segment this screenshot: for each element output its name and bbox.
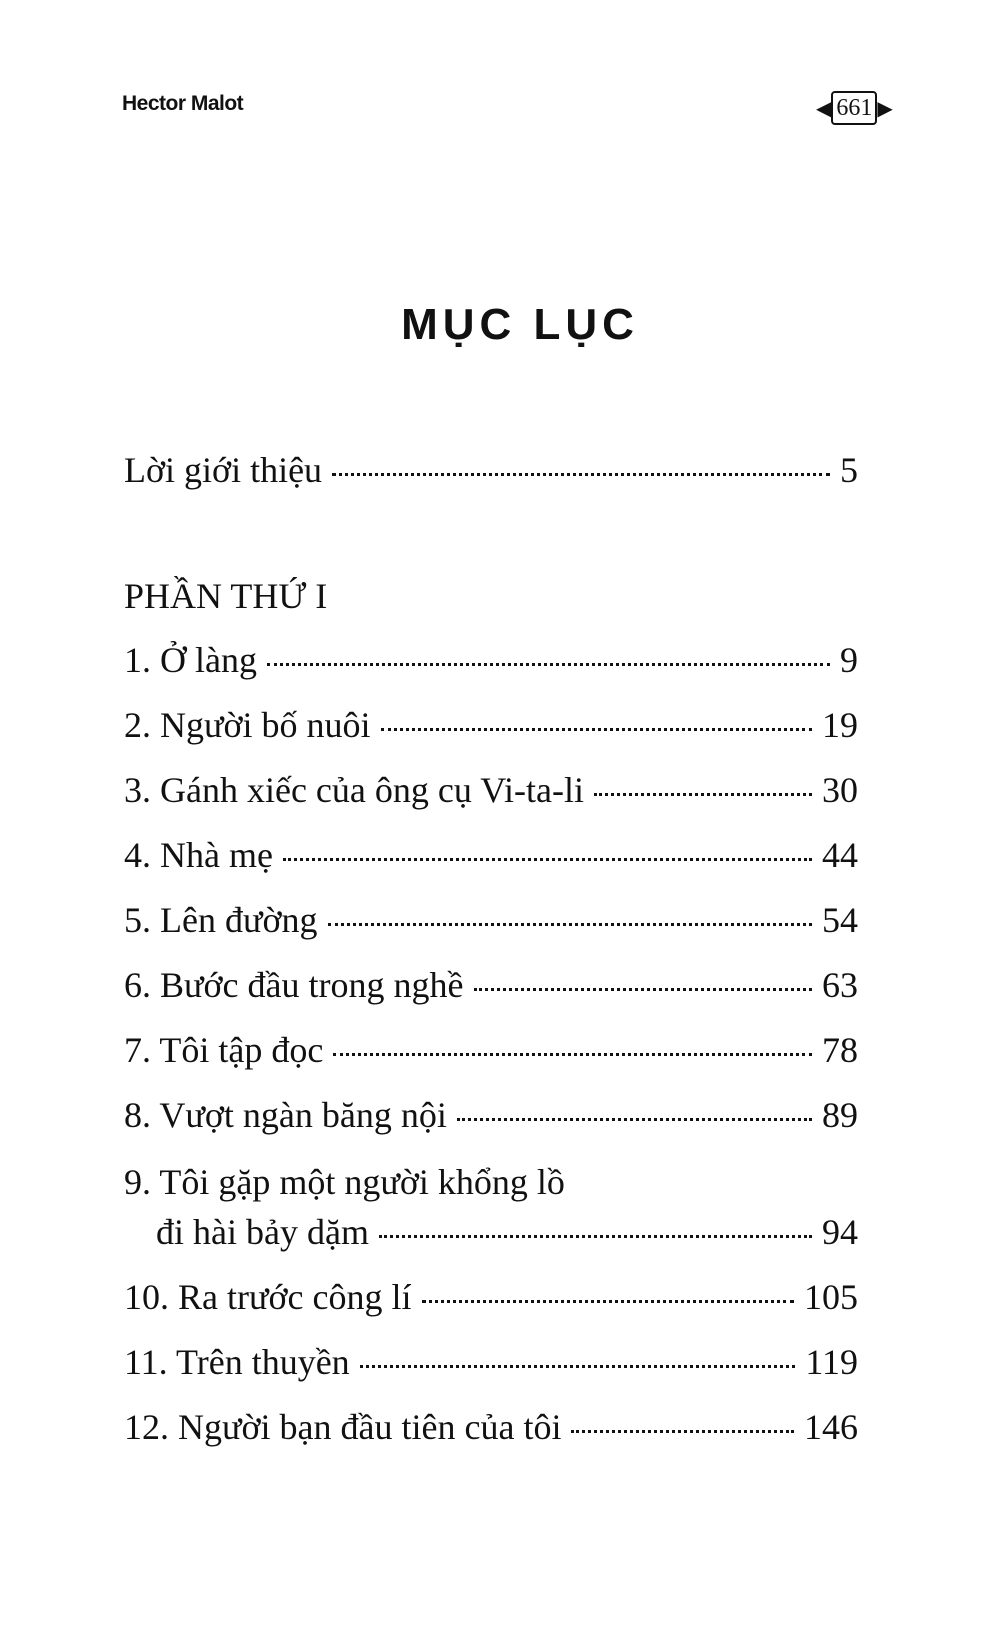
toc-title: MỤC LỤC	[401, 300, 639, 349]
toc-entry-label: Lời giới thiệu	[124, 450, 323, 490]
left-triangle-icon: ◀	[816, 96, 832, 120]
toc-entry-intro	[124, 448, 858, 492]
toc-entry-page: 89	[822, 1095, 858, 1135]
page-number: 661	[831, 91, 877, 125]
toc-entry-label: 4. Nhà mẹ	[124, 835, 273, 875]
toc-entry-label-line1: 9. Tôi gặp một người khổng lồ	[124, 1162, 565, 1202]
toc-entry-page: 63	[822, 965, 858, 1005]
toc-entry-page: 19	[822, 705, 858, 745]
toc-entry	[124, 833, 858, 877]
dot-leader	[283, 858, 812, 861]
toc-entry	[156, 1210, 858, 1254]
dot-leader	[422, 1300, 795, 1303]
toc-entry	[124, 898, 858, 942]
toc-entry-page: 146	[804, 1407, 858, 1447]
toc-entry-page: 105	[804, 1277, 858, 1317]
dot-leader	[267, 663, 830, 666]
toc-entry-label: 3. Gánh xiếc của ông cụ Vi-ta-li	[124, 770, 585, 810]
toc-entry-page: 54	[822, 900, 858, 940]
right-triangle-icon: ▶	[877, 96, 893, 120]
toc-entry	[124, 1028, 858, 1072]
toc-entry	[124, 638, 858, 682]
toc-entry	[124, 1093, 858, 1137]
toc-entry-label: 10. Ra trước công lí	[124, 1277, 412, 1317]
toc-entry-label: 5. Lên đường	[124, 900, 318, 940]
toc-entry-page: 9	[840, 640, 858, 680]
toc-entry-label: 11. Trên thuyền	[124, 1342, 350, 1382]
toc-entry-label-line2: đi hài bảy dặm	[156, 1212, 369, 1252]
toc-entry	[124, 703, 858, 747]
running-header-author: Hector Malot	[122, 92, 244, 115]
toc-entry	[124, 768, 858, 812]
part-heading: PHẦN THỨ I	[124, 576, 328, 616]
toc-entry-label: 12. Người bạn đầu tiên của tôi	[124, 1407, 562, 1447]
dot-leader	[594, 793, 812, 796]
toc-entry-page: 5	[840, 450, 858, 490]
dot-leader	[332, 473, 830, 476]
dot-leader	[360, 1365, 796, 1368]
toc-entry-label: 7. Tôi tập đọc	[124, 1030, 324, 1070]
toc-entry	[124, 963, 858, 1007]
dot-leader	[474, 988, 813, 991]
dot-leader	[457, 1118, 812, 1121]
dot-leader	[381, 728, 812, 731]
toc-entry-label: 1. Ở làng	[124, 640, 257, 680]
toc-entry-page: 119	[805, 1342, 858, 1382]
toc-entry	[124, 1340, 858, 1384]
toc-entry	[124, 1405, 858, 1449]
toc-entry-page: 44	[822, 835, 858, 875]
toc-entry-page: 94	[822, 1212, 858, 1252]
toc-entry-page: 78	[822, 1030, 858, 1070]
dot-leader	[379, 1235, 812, 1238]
page-number-badge	[816, 91, 893, 125]
dot-leader	[328, 923, 812, 926]
dot-leader	[571, 1430, 794, 1433]
toc-entry-label: 2. Người bố nuôi	[124, 705, 371, 745]
toc-entry-label: 8. Vượt ngàn băng nội	[124, 1095, 447, 1135]
toc-entry-page: 30	[822, 770, 858, 810]
toc-entry-label: 6. Bước đầu trong nghề	[124, 965, 464, 1005]
dot-leader	[333, 1053, 812, 1056]
toc-entry	[124, 1275, 858, 1319]
